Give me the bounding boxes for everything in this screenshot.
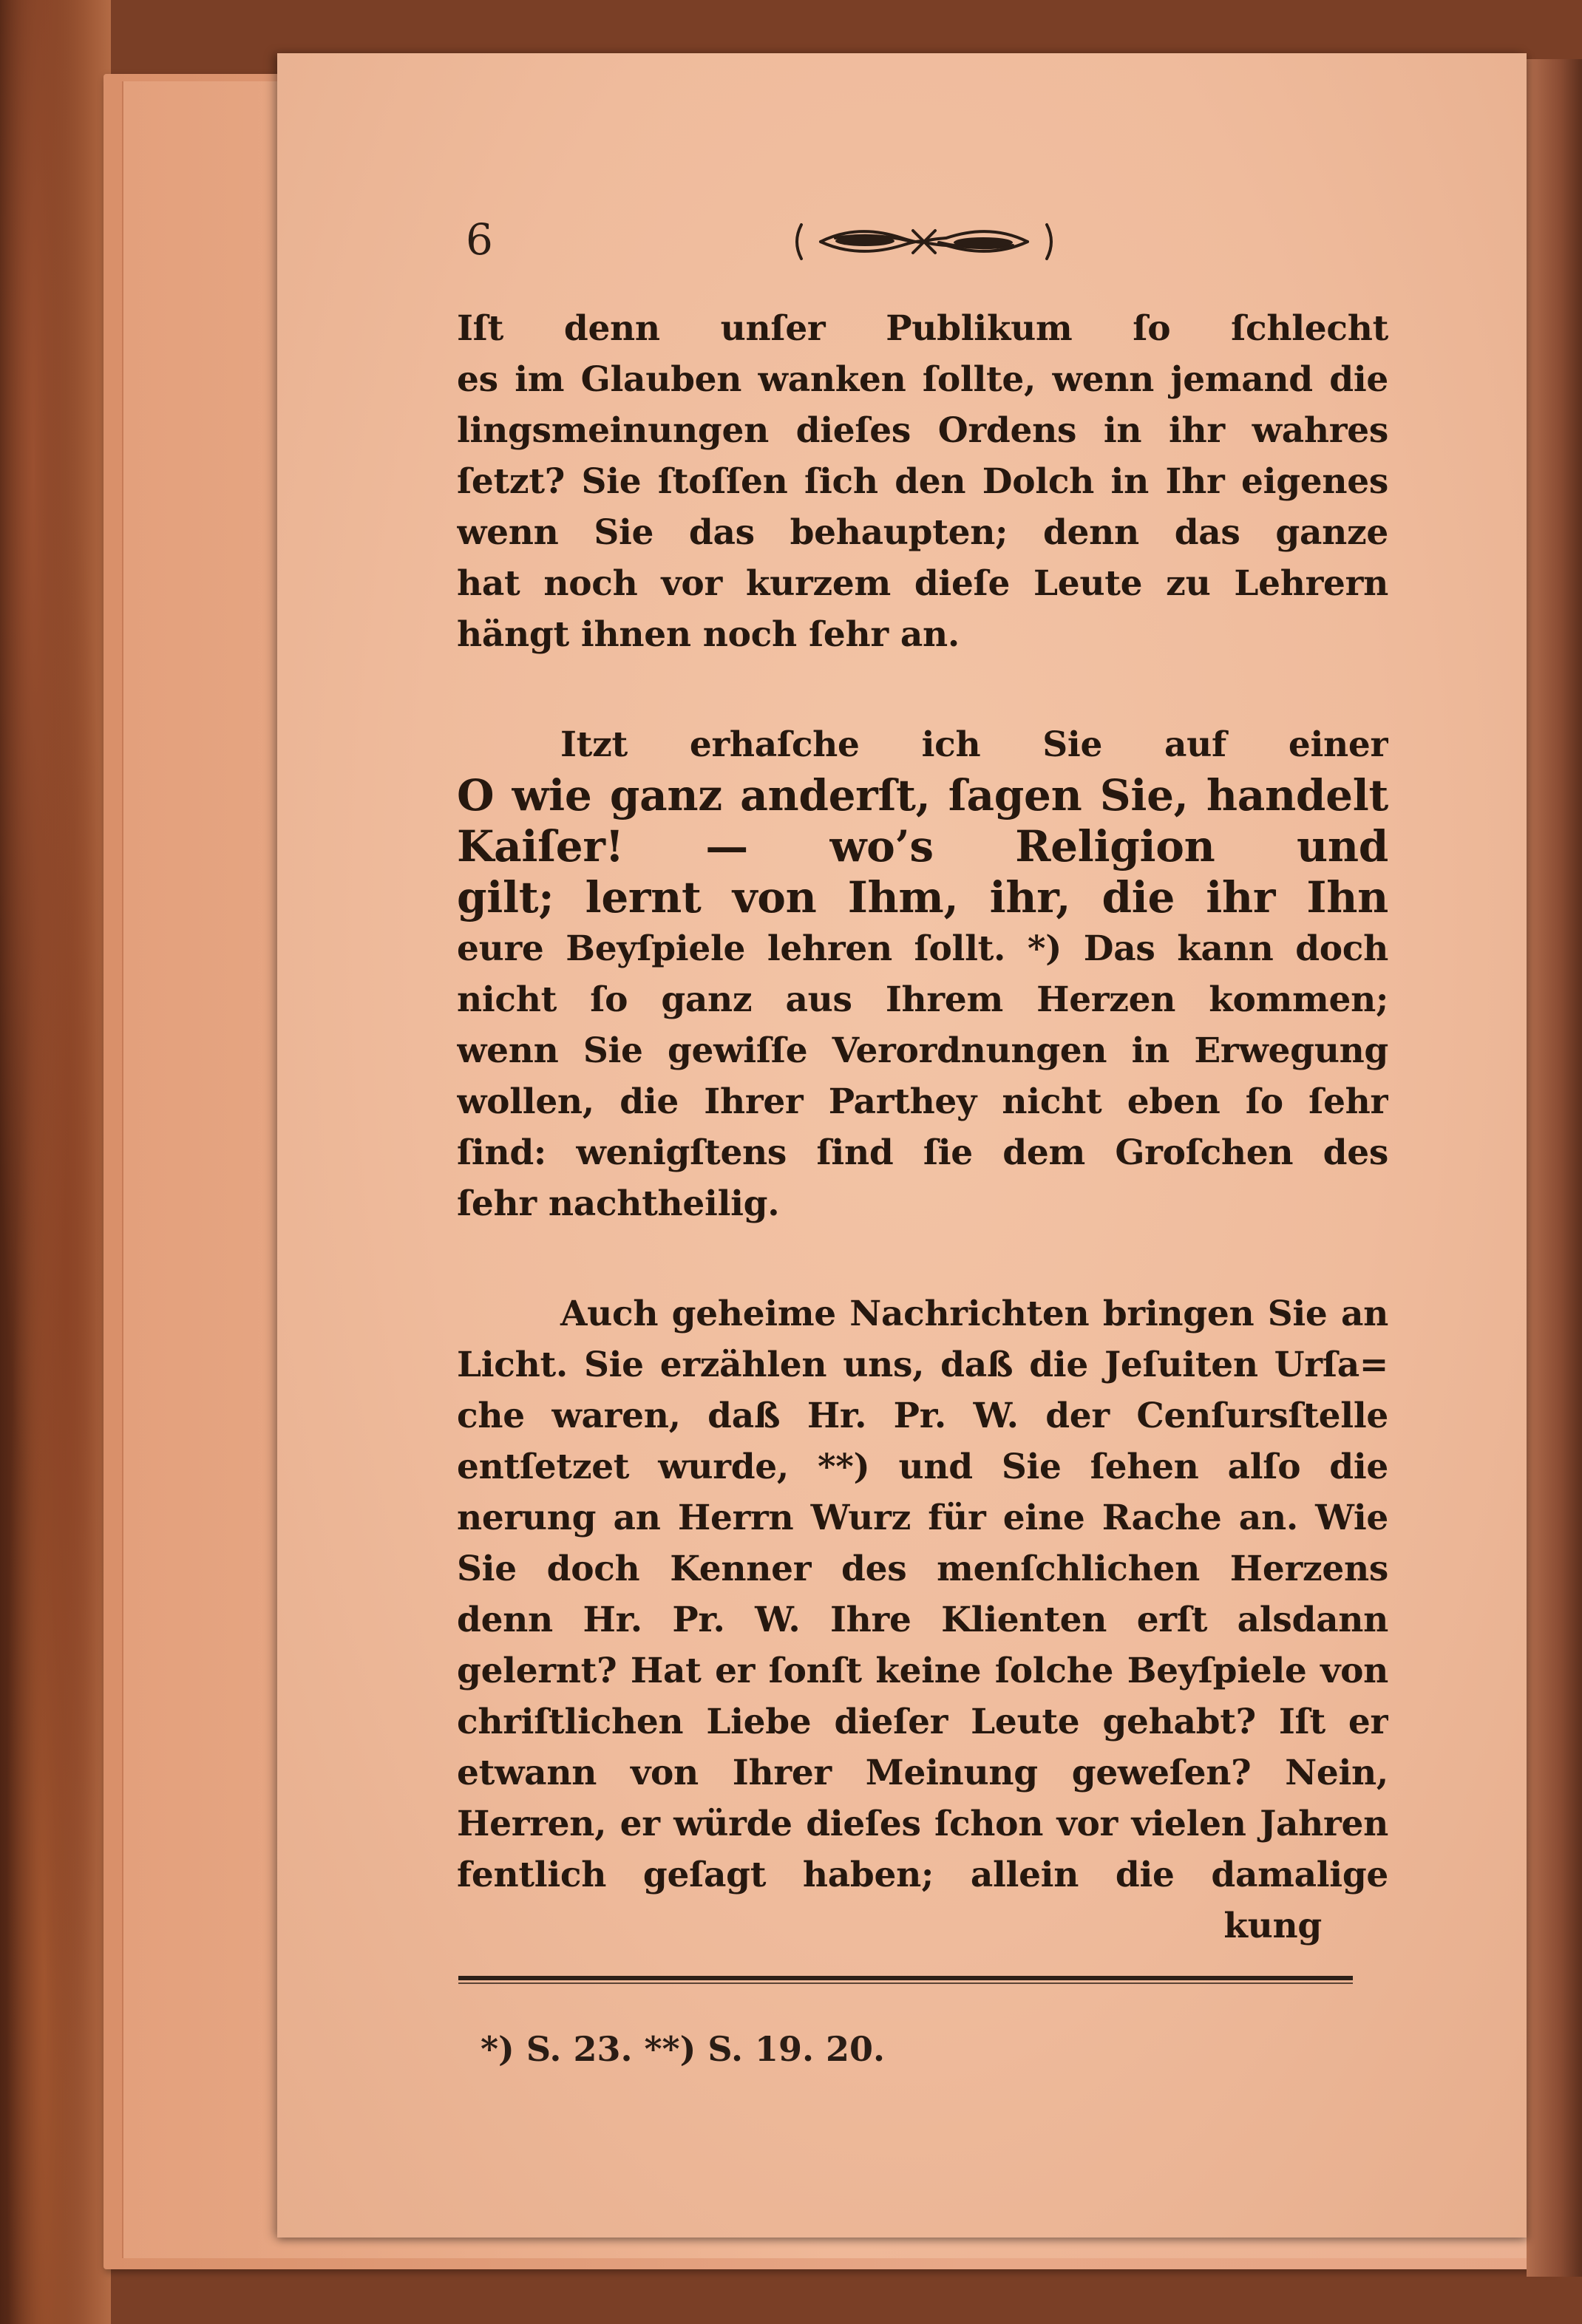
text-line: wollen, die Ihrer Parthey nicht eben ſo ſehr <box>457 1081 1388 1122</box>
text-line: nerung an Herrn Wurz für eine Rache an. Wie <box>457 1498 1388 1538</box>
text-line: wenn Sie das behaupten; denn das ganze <box>457 512 1388 553</box>
catchword: kung <box>1223 1906 1322 1946</box>
text-line: Licht. Sie erzählen uns, daß die Jeſuiten Urſa= <box>457 1345 1388 1385</box>
text-line: ſind: wenigſtens ſind ſie dem Groſchen des <box>457 1132 1388 1173</box>
text-line: etwann von Ihrer Meinung geweſen? Nein, <box>457 1753 1388 1793</box>
paragraph-1 <box>457 303 1388 660</box>
text-line: Auch geheime Nachrichten bringen Sie an <box>560 1294 1388 1334</box>
text-line: Herren, er würde dieſes ſchon vor vielen Jahren <box>457 1804 1388 1844</box>
text-line: Sie doch Kenner des menſchlichen Herzens <box>457 1549 1388 1589</box>
page-number: 6 <box>466 214 493 265</box>
text-line: gelernt? Hat er ſonſt keine ſolche Beyſpiele von <box>457 1651 1388 1691</box>
text-line: hat noch vor kurzem dieſe Leute zu Lehrern <box>457 563 1388 604</box>
text-line: entſetzet wurde, **) und Sie ſehen alſo die <box>457 1447 1388 1487</box>
ornamental-flourish-icon <box>791 216 1057 268</box>
footnote-rule <box>458 1976 1353 1980</box>
page-header <box>466 214 1397 281</box>
next-page-gutter <box>1527 59 1582 2277</box>
book-cover-edge <box>0 0 111 2324</box>
footnote: *) S. 23. **) S. 19. 20. <box>481 2029 886 2069</box>
text-line: che waren, daß Hr. Pr. W. der Cenſursſtelle <box>457 1396 1388 1436</box>
paragraph-3 <box>457 1288 1388 1951</box>
text-line: ſetzt? Sie ſtoſſen ſich den Dolch in Ihr eigenes <box>457 461 1388 502</box>
text-line: fentlich geſagt haben; allein die damalige <box>457 1855 1388 1895</box>
text-line: nicht ſo ganz aus Ihrem Herzen kommen; <box>457 979 1388 1020</box>
text-line: denn Hr. Pr. W. Ihre Klienten erſt alsdann <box>457 1600 1388 1640</box>
text-line: gilt; lernt von Ihm, ihr, die ihr Ihn <box>457 872 1388 923</box>
text-line: Kaiſer! — wo’s Religion und <box>457 821 1388 872</box>
text-line: Itzt erhaſche ich Sie auf einer <box>560 724 1388 765</box>
text-line: es im Glauben wanken ſollte, wenn jemand die <box>457 359 1388 400</box>
page-text <box>457 303 1388 1951</box>
text-line: lingsmeinungen dieſes Ordens in ihr wahres <box>457 410 1388 451</box>
text-line: Iſt denn unſer Publikum ſo ſchlecht <box>457 308 1388 349</box>
text-line: chriſtlichen Liebe dieſer Leute gehabt? Iſt er <box>457 1702 1388 1742</box>
paragraph-2 <box>457 719 1388 1229</box>
text-line: O wie ganz anderſt, ſagen Sie, handelt <box>457 770 1388 820</box>
text-line: wenn Sie gewiſſe Verordnungen in Erwegung <box>457 1030 1388 1071</box>
text-line: ſehr nachtheilig. <box>457 1183 780 1224</box>
text-line: eure Beyſpiele lehren ſollt. *) Das kann doch <box>457 928 1388 969</box>
footnote-rule-thin <box>458 1982 1353 1984</box>
text-line: hängt ihnen noch ſehr an. <box>457 614 960 655</box>
